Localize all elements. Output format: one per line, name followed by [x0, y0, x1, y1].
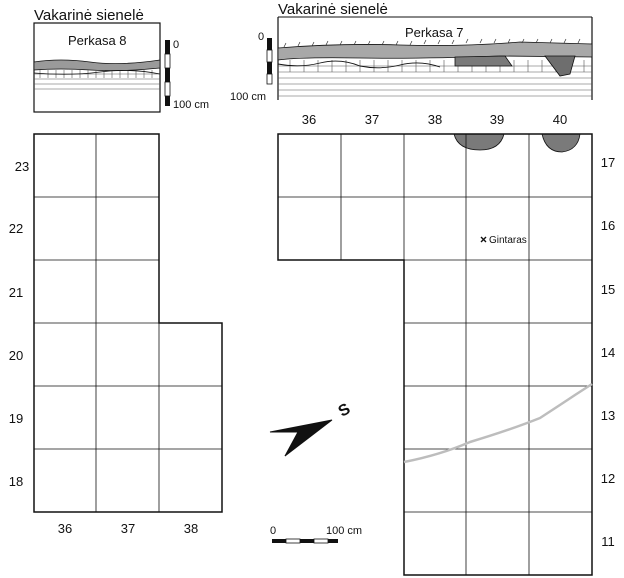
profile-title-right: Vakarinė sienelė — [278, 1, 388, 18]
row-label: 16 — [600, 218, 616, 233]
scale-100cm-label: 100 cm — [230, 91, 267, 103]
profile-layer-topsoil — [34, 60, 160, 71]
column-label: 40 — [552, 112, 568, 127]
profile-trench-label: Perkasa 7 — [405, 25, 464, 40]
column-label: 37 — [364, 112, 380, 127]
scale-bar-end: 100 cm — [326, 525, 363, 537]
row-label: 21 — [8, 285, 24, 300]
column-label: 36 — [57, 521, 73, 536]
trench-7-gridlines — [278, 134, 592, 575]
row-label: 17 — [600, 155, 616, 170]
trench-7-outline — [278, 134, 592, 575]
scale-100cm-label: 100 cm — [173, 99, 210, 111]
profile-scale-left — [165, 39, 209, 111]
row-label: 18 — [8, 474, 24, 489]
profile-title-left: Vakarinė sienelė — [34, 7, 144, 24]
row-label: 19 — [8, 411, 24, 426]
profile-layer-topsoil — [278, 42, 592, 60]
scale-bar-start: 0 — [270, 525, 277, 537]
profile-layer-hatch — [34, 70, 160, 89]
arrow-letter: S — [335, 400, 354, 421]
profile-perkasa-8 — [34, 7, 209, 112]
scale-bar — [270, 525, 362, 543]
profile-scale-right — [230, 31, 272, 103]
row-label: 12 — [600, 471, 616, 486]
row-label: 11 — [601, 534, 615, 549]
row-label: 20 — [8, 348, 24, 363]
trench-7-grid — [278, 112, 615, 575]
profile-pit-feature — [455, 56, 512, 66]
pit-feature-40 — [542, 134, 580, 152]
find-x-icon — [481, 237, 486, 242]
row-label: 22 — [8, 221, 24, 236]
column-label: 36 — [301, 112, 317, 127]
scale-zero-label: 0 — [258, 31, 265, 43]
trench-8-grid — [9, 134, 222, 536]
scale-zero-label: 0 — [173, 39, 180, 51]
amber-find-marker — [481, 235, 527, 246]
row-label: 14 — [600, 345, 616, 360]
geological-boundary-line — [404, 384, 592, 462]
row-label: 23 — [14, 159, 30, 174]
profile-trench-label: Perkasa 8 — [68, 33, 127, 48]
column-label: 39 — [489, 112, 505, 127]
profile-perkasa-7 — [230, 1, 592, 103]
find-label: Gintaras — [489, 235, 527, 246]
column-label: 38 — [427, 112, 443, 127]
row-label: 13 — [600, 408, 616, 423]
pit-feature-39 — [454, 134, 504, 150]
column-label: 38 — [183, 521, 199, 536]
row-label: 15 — [600, 282, 616, 297]
north-arrow — [270, 400, 354, 456]
column-label: 37 — [120, 521, 136, 536]
